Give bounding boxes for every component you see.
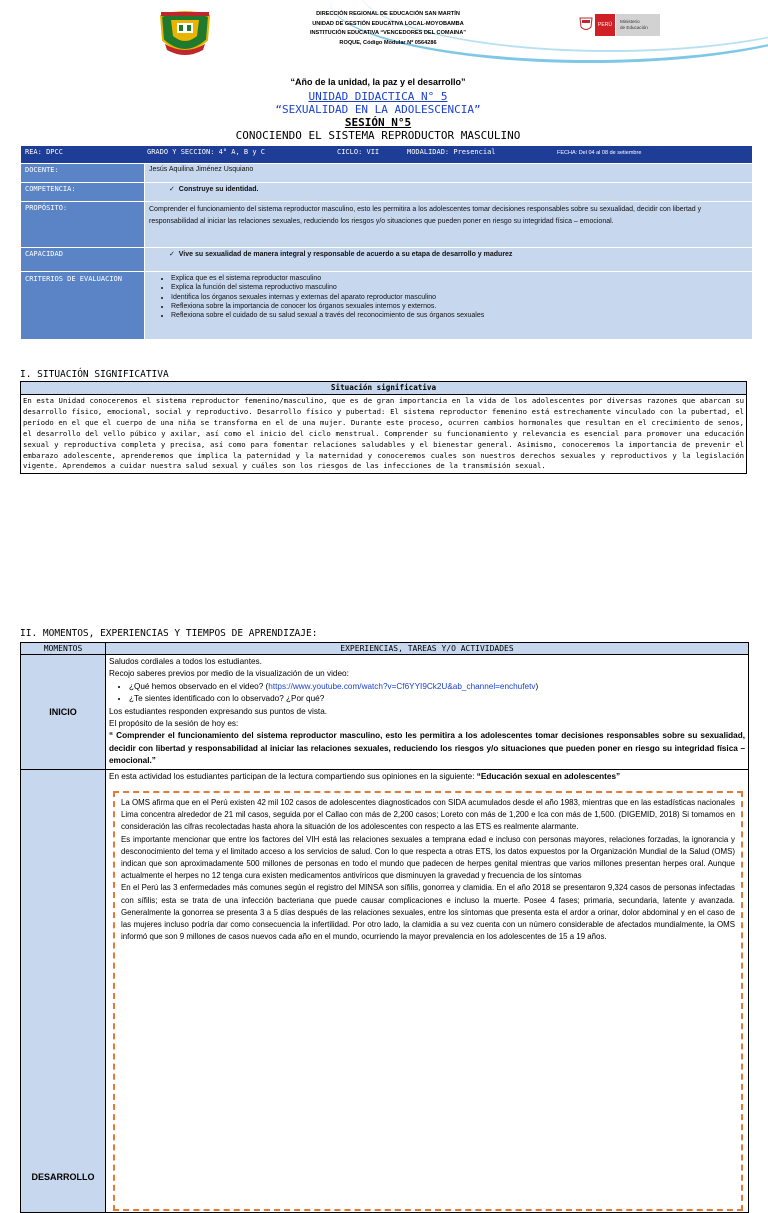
situation-box (20, 381, 747, 474)
desarrollo-row (21, 769, 749, 1212)
capacidad-value: Vive su sexualidad de manera integral y responsable de acuerdo a su etapa de desarrollo y madurez (178, 251, 513, 258)
inicio-greeting: Saludos cordiales a todos los estudiantes. (109, 657, 262, 666)
session-name: CONOCIENDO EL SISTEMA REPRODUCTOR MASCULINO (235, 129, 521, 142)
desarrollo-intro-text: En esta actividad los estudiantes participan de la lectura compartiendo sus opiniones en la siguiente: (109, 771, 477, 781)
desarrollo-reading-title: “Educación sexual en adolescentes” (476, 771, 621, 781)
capacidad-label: CAPACIDAD (21, 248, 145, 272)
criterios-row (21, 272, 753, 340)
reading-paragraph: La OMS afirma que en el Perú existen 42 mil 102 casos de adolescentes diagnosticados con SIDA acumulados desde el año 1983, mientras que en las estadísticas nacionales Lima concentra alrededor de 21 mil casos, seguida por el Callao con más de 2,200 casos; Loreto con más de 1,200 e Ica con más de 1,500. (DIGEMID, 2018) Si tomamos en consideración las cifras recolectadas hasta ahora la situación de los adolescentes con respecto a las ETS es realmente alarmante. (121, 798, 735, 832)
question-close: ) (535, 681, 539, 691)
inicio-row (21, 655, 749, 770)
criterios-label: CRITERIOS DE EVALUACION (21, 272, 145, 340)
docente-label: DOCENTE: (21, 164, 145, 183)
minedu-logo (579, 14, 659, 36)
inicio-purpose: “ Comprender el funcionamiento del sistema reproductor masculino, esto les permitira a los adolescentes tomar decisiones responsables sobre su sexualidad, decidir con libertad y responsabilidad al iniciar las relaciones sexuales, reduciendo los riesgos y/o situaciones que pueden poner en riesgo su integridad física – emocional.” (109, 731, 745, 766)
proposito-value: Comprender el funcionamiento del sistema reproductor masculino, esto les permitira a los adolescentes tomar decisiones responsables sobre su sexualidad, decidir con libertad y responsabilidad al iniciar las relaciones sexuales, reduciendo los riesgos y/o situaciones que pueden poner en riesgo su integridad física – emocional. (145, 202, 753, 248)
video-link[interactable]: https://www.youtube.com/watch?v=Cf6YYI9Ck2U&ab_channel=enchufetv (268, 681, 536, 691)
ministry-name-line: de Educación (620, 25, 648, 30)
question-item (129, 681, 745, 693)
competencia-value: Construye su identidad. (178, 186, 259, 193)
col-momentos: MOMENTOS (21, 643, 106, 655)
check-icon: ✓ (169, 251, 175, 258)
ministry-name-line: Ministerio (620, 19, 640, 24)
criterio-item: • Identifica los órganos sexuales internas y externas del aparato reproductor masculino (171, 293, 748, 302)
desarrollo-content (106, 769, 749, 1212)
competencia-label: COMPETENCIA: (21, 183, 145, 202)
inicio-content (106, 655, 749, 770)
cycle-label: CICLO: VII (337, 148, 380, 156)
inicio-purpose-intro: El propósito de la sesión de hoy es: (109, 719, 239, 729)
inicio-responses: Los estudiantes responden expresando sus puntos de vista. (109, 706, 328, 716)
criterio-item: • Reflexiona sobre el cuidado de su salud sexual a través del reconocimiento de sus órganos sexuales (171, 311, 748, 320)
ministry-badge (616, 14, 660, 36)
competencia-cell (145, 183, 753, 202)
reading-paragraph: Es importante mencionar que entre los factores del VIH está las relaciones sexuales a temprana edad e incluso con personas mayores, relaciones forzadas, la ignorancia y desconocimiento del tema y el limitado acceso a los servicios de salud. Con lo que respecta a otras ETS, los datos expuestos por la Organización Mundial de la Salud (OMS) indican que son aproximadamente 500 millones de personas en todo el mundo que padecen de herpes genital mientras que varios millones presentan herpes oral. Aunque actualmente el herpes no 12 tenga cura existen medicamentos antivíricos que disminuyen la gravedad y frecuencia de los síntomas (121, 834, 735, 881)
situation-text: En esta Unidad conoceremos el sistema reproductor femenino/masculino, que es de gran importancia en la vida de los adolescentes por diversas razones que abarcan su desarrollo físico, emocional, social y reproductivo. Desarrollo físico y pubertad: El sistema reproductor femenino está estrechamente vinculado con la pubertad, el período en el que el cuerpo de una niña se transforma en el de una mujer. Durante este proceso, ocurren cambios hormonales que resultan en el crecimiento de senos, el desarrollo del vello púbico y axilar, así como el inicio del ciclo menstrual. Comprender su funcionamiento y relevancia es esencial para promover una educación sexual y reproductiva completa y precisa, así como para fomentar relaciones saludables y el bienestar general. Asimismo, conoceremos la importancia de prevenir el embarazo adolescente, aprenderemos que implica la paternidad y la maternidad y conoceremos cuales son nuestros derechos sexuales y reproductivos y la legislación vigente. Aprendemos a cuidar nuestra salud sexual y cuáles son los riesgos de las infecciones de la transmisión sexual. (23, 396, 744, 471)
capacidad-cell (145, 248, 753, 272)
inicio-prior-knowledge: Recojo saberes previos por medio de la visualización de un video: (109, 669, 349, 679)
header-line: INSTITUCIÓN EDUCATIVA “VENCEDORES DEL COMAINA” (309, 30, 467, 36)
unit-subtitle: “SEXUALIDAD EN LA ADOLESCENCIA” (275, 103, 481, 116)
year-motto: “Año de la unidad, la paz y el desarrollo” (290, 77, 466, 87)
check-icon: ✓ (169, 186, 175, 193)
mode-label: MODALIDAD: Presencial (407, 148, 496, 156)
competencia-row (21, 183, 753, 202)
momentos-table (20, 642, 749, 1213)
section-2-title: II. MOMENTOS, EXPERIENCIAS Y TIEMPOS DE APRENDIZAJE: (20, 628, 318, 639)
peru-shield-icon (579, 16, 593, 32)
date-label: FECHA: Del 04 al 08 de setiembre (557, 150, 642, 156)
momentos-header-row (21, 643, 749, 655)
col-experiencias: EXPERIENCIAS, TAREAS Y/O ACTIVIDADES (106, 643, 749, 655)
section-1-title: I. SITUACIÓN SIGNIFICATIVA (20, 369, 169, 380)
reading-box (113, 791, 743, 1211)
header-line: DIRECCIÓN REGIONAL DE EDUCACIÓN SAN MARTÍN (316, 11, 460, 17)
question-text: ¿Qué hemos observado en el video? ( (129, 681, 269, 691)
session-title: SESIÓN N°5 (344, 116, 412, 129)
area-label: REA: DPCC (25, 148, 63, 156)
criterios-list (149, 274, 748, 320)
info-header-row (21, 146, 753, 164)
inicio-questions (109, 681, 745, 706)
header-line: UNIDAD DE GESTIÓN EDUCATIVA LOCAL-MOYOBAMBA (312, 20, 464, 27)
docente-row (21, 164, 753, 183)
reading-paragraph: En el Perú las 3 enfermedades más comunes según el registro del MINSA son sífilis, gonorrea y clamidia. En el año 2018 se presentaron 9,324 casos de personas infectadas con sífilis; esta se trata de una infección bacteriana que puede causar complicaciones e incluso la muerte. Posee 4 fases; primaria, secundaria, latente y avanzada. Generalmente la gonorrea se presenta 3 a 5 días después de las relaciones sexuales, entre los síntomas que presenta esta el ardor a orinar, dolor abdominal y en el caso de las mujeres incluso podría dar como consecuencia la infertilidad. Por otro lado, la clamidia a su vez cuenta con un número considerable de afectados mundialmente, la OMS informó que son 9 millones de casos nuevos cada año en el mundo, ocurriendo la mayor prevalencia en los adolescentes de 15 a 19 años. (121, 883, 735, 942)
unit-title: UNIDAD DIDACTICA N° 5 (308, 90, 448, 103)
inicio-label: INICIO (21, 655, 106, 770)
criterios-cell (145, 272, 753, 340)
session-info-table (20, 145, 753, 340)
institution-header (200, 10, 576, 48)
situation-header: Situación significativa (21, 382, 746, 395)
proposito-label: PROPÓSITO: (21, 202, 145, 248)
criterio-item: • Explica que es el sistema reproductor masculino (171, 274, 748, 283)
criterio-item: • Reflexiona sobre la importancia de conocer los órganos sexuales internos y externos. (171, 302, 748, 311)
desarrollo-label: DESARROLLO (21, 769, 106, 1212)
desarrollo-intro (109, 771, 745, 783)
info-header-cell (21, 146, 753, 164)
capacidad-row (21, 248, 753, 272)
question-item: • ¿Te sientes identificado con lo observado? ¿Por qué? (129, 693, 745, 705)
grade-label: GRADO Y SECCION: 4° A, B y C (147, 148, 266, 156)
peru-badge: PERÚ (595, 14, 615, 36)
header-line: ROQUE, Código Modular Nº 0564286 (339, 39, 437, 46)
docente-value: Jesús Aquilina Jiménez Usquiano (145, 164, 753, 183)
criterio-item: • Explica la función del sistema reproductivo masculino (171, 283, 748, 292)
proposito-row (21, 202, 753, 248)
